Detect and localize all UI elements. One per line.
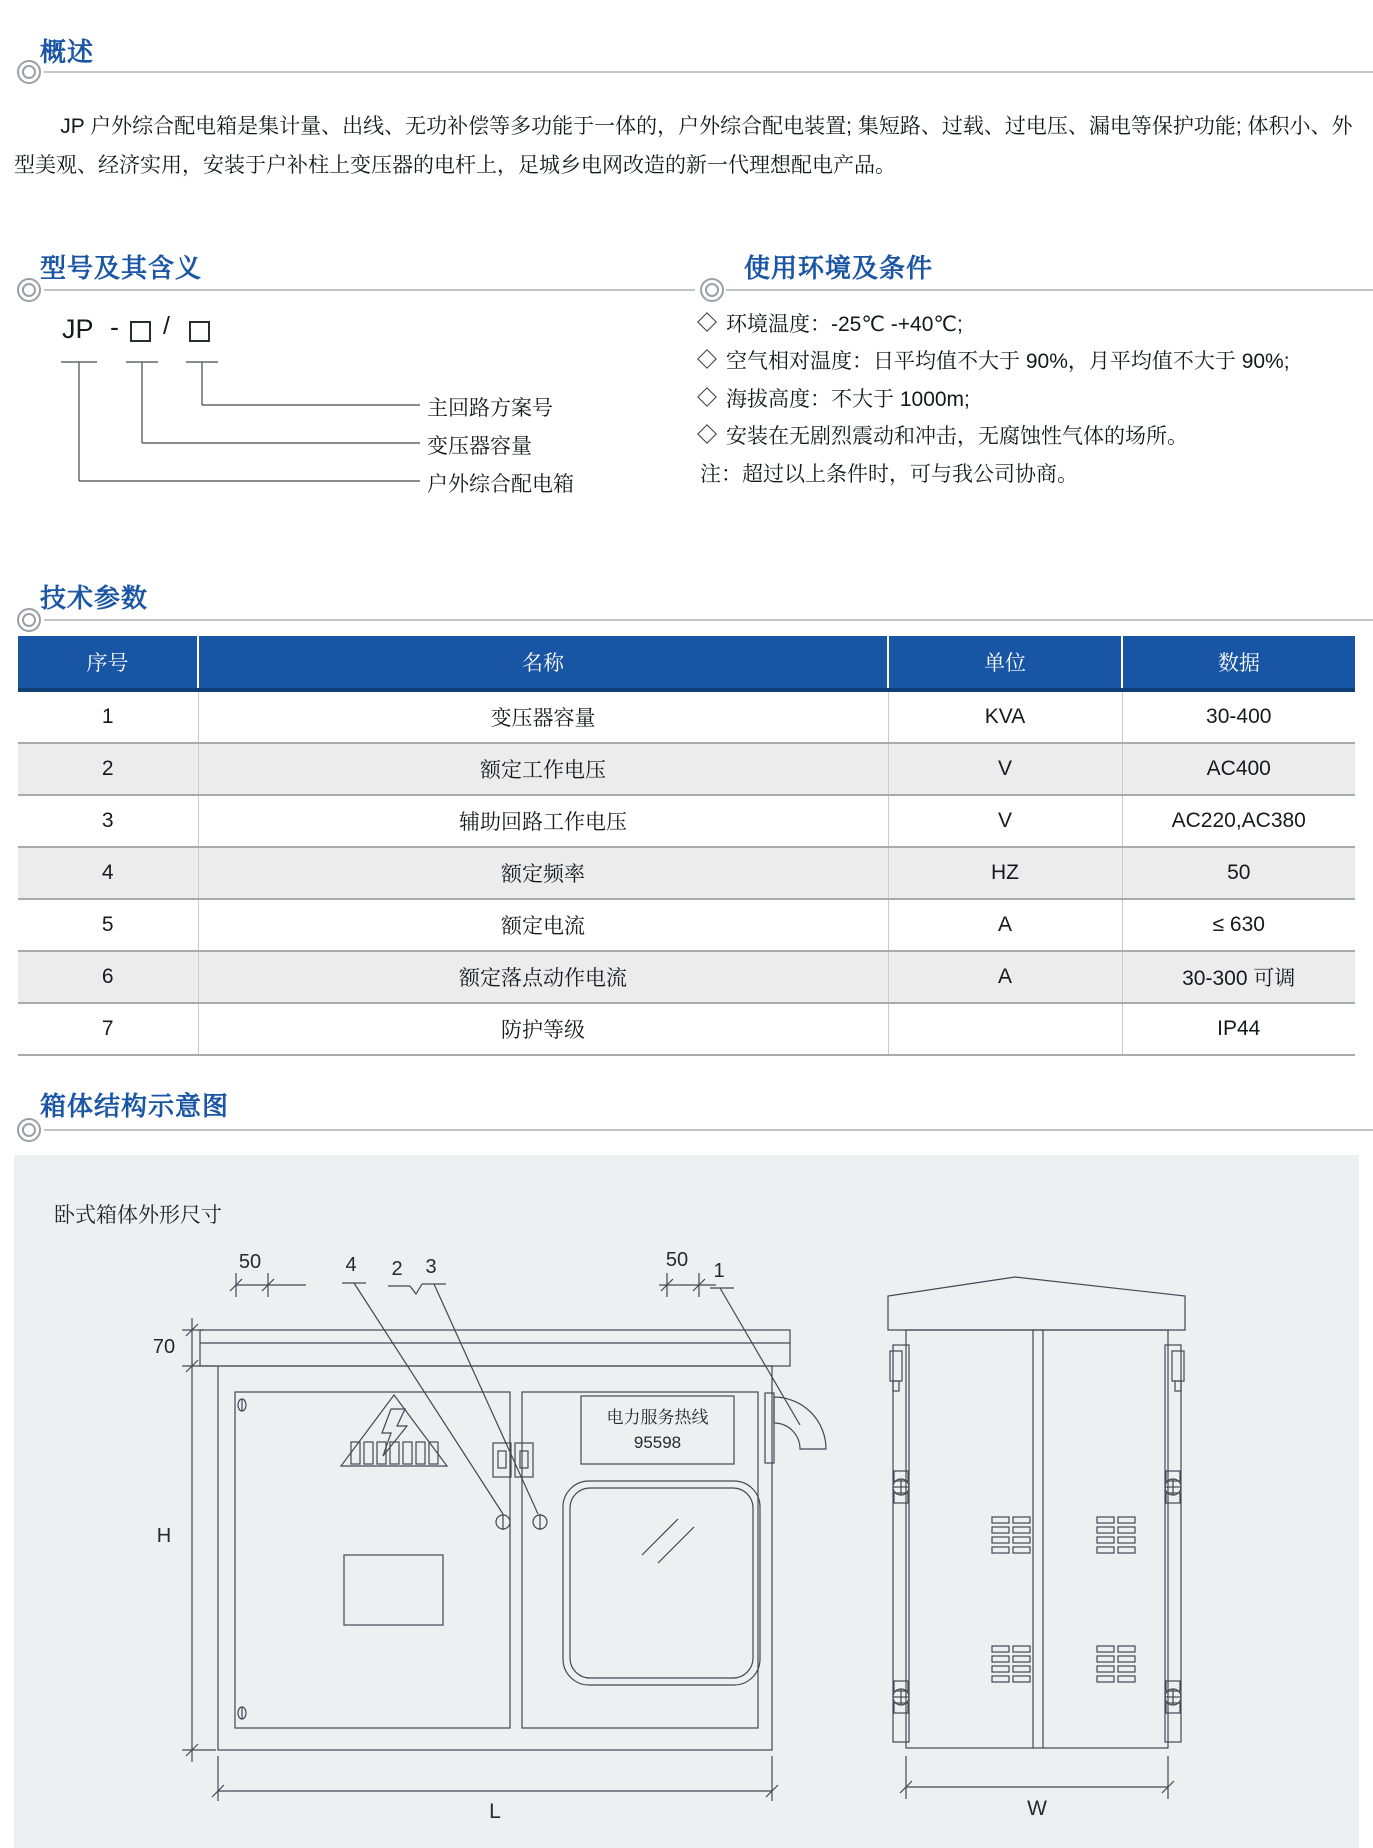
model-label-scheme: 主回路方案号 (427, 397, 553, 420)
diamond-icon (697, 349, 717, 369)
table-row (18, 899, 1355, 951)
dim-label-H: H (156, 1525, 172, 1547)
cell-no: 2 (18, 743, 198, 795)
dim-label-70: 70 (152, 1336, 176, 1358)
section-title-tech: 技术参数 (40, 583, 149, 613)
column-header: 序号 (18, 636, 198, 690)
model-code-dash: - (110, 312, 119, 342)
environment-item (700, 345, 1290, 375)
table-header-row (18, 636, 1355, 690)
cell-no: 4 (18, 847, 198, 899)
callout-label-2: 2 (391, 1258, 403, 1280)
section-marker-icon (17, 608, 41, 632)
model-code-slash: / (163, 312, 170, 340)
table-row (18, 1003, 1355, 1055)
environment-item (700, 420, 1188, 450)
diamond-icon (697, 424, 717, 444)
dim-label-50-left: 50 (238, 1251, 262, 1273)
cabinet-front-view (182, 1273, 826, 1801)
cell-unit: A (888, 951, 1122, 1003)
cell-name: 额定电流 (198, 899, 888, 951)
cell-name: 辅助回路工作电压 (198, 795, 888, 847)
environment-item-text: 海拔高度：不大于 1000m; (726, 388, 970, 411)
cell-value: AC400 (1122, 743, 1355, 795)
cabinet-side-view (888, 1277, 1185, 1799)
model-code-box2 (189, 321, 210, 342)
dim-label-L: L (489, 1800, 501, 1823)
cell-unit (888, 1003, 1122, 1055)
environment-item (700, 308, 963, 338)
cell-no: 7 (18, 1003, 198, 1055)
section-title-structure: 箱体结构示意图 (40, 1091, 230, 1121)
tech-parameters-table (18, 636, 1355, 1056)
section-title-model: 型号及其含义 (40, 253, 203, 283)
cell-value: 30-300 可调 (1122, 951, 1355, 1003)
callout-label-4: 4 (345, 1254, 357, 1276)
model-code-prefix: JP (62, 314, 94, 344)
environment-note: 注：超过以上条件时，可与我公司协商。 (700, 463, 1078, 486)
cabinet-structure-panel (14, 1155, 1359, 1848)
model-label-product: 户外综合配电箱 (427, 473, 574, 496)
environment-item-text: 安装在无剧烈震动和冲击，无腐蚀性气体的场所。 (726, 425, 1188, 448)
drawing-subtitle: 卧式箱体外形尺寸 (54, 1204, 222, 1227)
section-marker-icon (17, 60, 41, 84)
column-header: 单位 (888, 636, 1122, 690)
table-row (18, 847, 1355, 899)
cell-unit: A (888, 899, 1122, 951)
dim-label-W: W (1027, 1797, 1047, 1820)
section-title-overview: 概述 (40, 37, 95, 67)
table-row (18, 743, 1355, 795)
table-row (18, 690, 1355, 743)
diamond-icon (697, 312, 717, 332)
environment-item-text: 环境温度：-25℃ -+40℃; (726, 313, 963, 336)
service-hotline-sign (581, 1405, 734, 1455)
cell-no: 6 (18, 951, 198, 1003)
cell-name: 防护等级 (198, 1003, 888, 1055)
cell-unit: HZ (888, 847, 1122, 899)
model-label-capacity: 变压器容量 (427, 435, 532, 458)
callout-label-1: 1 (713, 1260, 725, 1282)
cell-unit: V (888, 743, 1122, 795)
sign-line2: 95598 (633, 1433, 682, 1452)
dim-label-50-right: 50 (665, 1249, 689, 1271)
cell-unit: KVA (888, 690, 1122, 743)
cell-no: 1 (18, 690, 198, 743)
section-divider (44, 289, 695, 291)
cell-name: 额定工作电压 (198, 743, 888, 795)
cell-value: AC220,AC380 (1122, 795, 1355, 847)
cell-value: ≤ 630 (1122, 899, 1355, 951)
column-header: 名称 (198, 636, 888, 690)
cell-no: 3 (18, 795, 198, 847)
model-code-box1 (130, 321, 151, 342)
cell-name: 变压器容量 (198, 690, 888, 743)
cell-name: 额定落点动作电流 (198, 951, 888, 1003)
section-divider (44, 619, 1373, 621)
cell-value: 50 (1122, 847, 1355, 899)
model-code-diagram (0, 298, 640, 500)
cell-value: 30-400 (1122, 690, 1355, 743)
environment-item-text: 空气相对温度：日平均值不大于 90%，月平均值不大于 90%; (726, 350, 1290, 373)
section-divider (726, 289, 1373, 291)
cell-unit: V (888, 795, 1122, 847)
table-row (18, 795, 1355, 847)
section-divider (44, 71, 1373, 73)
callout-label-3: 3 (425, 1256, 437, 1278)
cell-no: 5 (18, 899, 198, 951)
section-divider (44, 1129, 1373, 1131)
table-row (18, 951, 1355, 1003)
cell-name: 额定频率 (198, 847, 888, 899)
environment-item (700, 383, 970, 413)
sign-line1: 电力服务热线 (606, 1408, 709, 1427)
overview-paragraph: JP 户外综合配电箱是集计量、出线、无功补偿等多功能于一体的，户外综合配电装置; 集短路、过载、过电压、漏电等保护功能; 体积小、外型美观、经济实用，安装于户补柱上变压器的电杆上，足城乡电网改造的新一代理想配电产品。 (14, 115, 1353, 177)
section-marker-icon (700, 278, 724, 302)
section-title-environment: 使用环境及条件 (744, 253, 934, 283)
diamond-icon (697, 387, 717, 407)
column-header: 数据 (1122, 636, 1355, 690)
section-marker-icon (17, 1118, 41, 1142)
cell-value: IP44 (1122, 1003, 1355, 1055)
